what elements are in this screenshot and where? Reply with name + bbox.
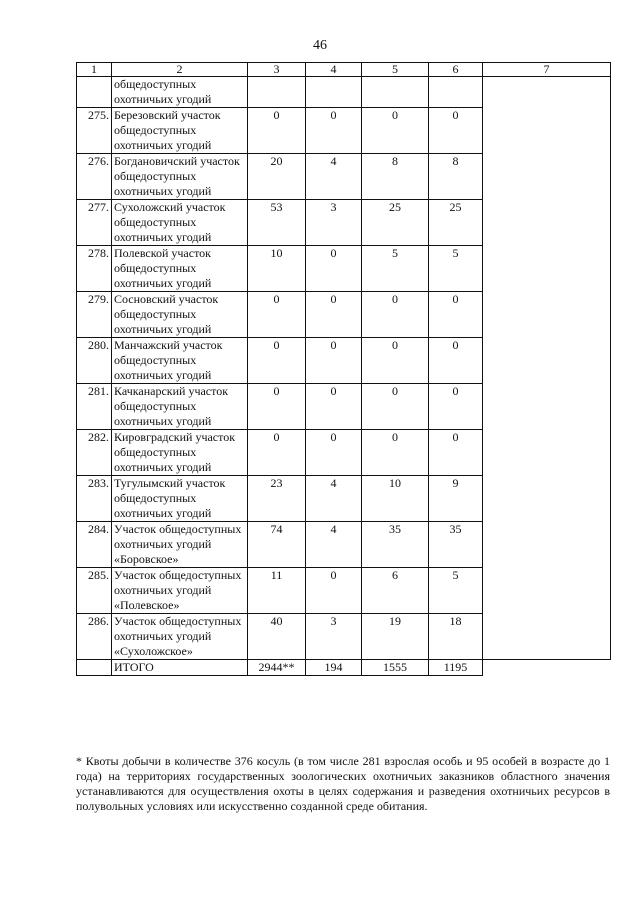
- hunting-area-name: Манчажский участок общедоступных охотничьих угодий: [112, 338, 248, 384]
- cell-col5: 10: [362, 476, 429, 522]
- cell-col3: 10: [248, 246, 306, 292]
- quota-table: [76, 62, 611, 676]
- row-number: 279.: [77, 292, 112, 338]
- cell-col3: 53: [248, 200, 306, 246]
- hunting-area-name: Полевской участок общедоступных охотничьих угодий: [112, 246, 248, 292]
- hunting-area-name: Участок общедоступных охотничьих угодий «Полевское»: [112, 568, 248, 614]
- page-number: 46: [313, 38, 327, 53]
- cell-col6: 0: [429, 292, 483, 338]
- row-number: 283.: [77, 476, 112, 522]
- hunting-area-name: Богдановичский участок общедоступных охотничьих угодий: [112, 154, 248, 200]
- cell-col3: 0: [248, 108, 306, 154]
- header-cell-1: 1: [77, 63, 112, 77]
- cell-col5: 0: [362, 108, 429, 154]
- cell-col3: 23: [248, 476, 306, 522]
- cell-col5: 0: [362, 338, 429, 384]
- cell-col3: 0: [248, 430, 306, 476]
- cell-col3: 20: [248, 154, 306, 200]
- row-number: [77, 77, 112, 108]
- header-cell-6: 6: [429, 63, 483, 77]
- cell-col4: 0: [306, 246, 362, 292]
- hunting-area-name: Участок общедоступных охотничьих угодий «Сухоложское»: [112, 614, 248, 660]
- cell-col6: [429, 77, 483, 108]
- row-number: 280.: [77, 338, 112, 384]
- cell-col6: 0: [429, 430, 483, 476]
- cell-col3: 11: [248, 568, 306, 614]
- cell-col5: 35: [362, 522, 429, 568]
- cell-col3: 74: [248, 522, 306, 568]
- cell-col5: 6: [362, 568, 429, 614]
- cell-col4: 0: [306, 338, 362, 384]
- cell-col4: 0: [306, 568, 362, 614]
- cell-col5: [362, 77, 429, 108]
- cell-col6: 25: [429, 200, 483, 246]
- hunting-area-name: Сухоложский участок общедоступных охотничьих угодий: [112, 200, 248, 246]
- cell-col5: 8: [362, 154, 429, 200]
- cell-col5: 0: [362, 292, 429, 338]
- column-7-cell: [483, 77, 611, 660]
- row-number: 277.: [77, 200, 112, 246]
- cell-col5: 25: [362, 200, 429, 246]
- cell-col5: 0: [362, 384, 429, 430]
- total-col5: 1555: [362, 660, 429, 676]
- cell-col6: 0: [429, 338, 483, 384]
- cell-col6: 8: [429, 154, 483, 200]
- cell-col6: 9: [429, 476, 483, 522]
- row-number: 285.: [77, 568, 112, 614]
- cell-col4: 0: [306, 108, 362, 154]
- cell-col3: 0: [248, 338, 306, 384]
- hunting-area-name: Березовский участок общедоступных охотничьих угодий: [112, 108, 248, 154]
- cell-col5: 0: [362, 430, 429, 476]
- cell-col6: 35: [429, 522, 483, 568]
- cell-col3: 0: [248, 384, 306, 430]
- row-number: 281.: [77, 384, 112, 430]
- hunting-area-name: Тугулымский участок общедоступных охотничьих угодий: [112, 476, 248, 522]
- total-col6: 1195: [429, 660, 483, 676]
- header-cell-5: 5: [362, 63, 429, 77]
- cell-col6: 5: [429, 246, 483, 292]
- cell-col4: [306, 77, 362, 108]
- cell-col4: 3: [306, 614, 362, 660]
- cell-col5: 19: [362, 614, 429, 660]
- hunting-area-name: Сосновский участок общедоступных охотничьих угодий: [112, 292, 248, 338]
- header-cell-7: 7: [483, 63, 611, 77]
- hunting-area-name: Кировградский участок общедоступных охотничьих угодий: [112, 430, 248, 476]
- cell-col4: 4: [306, 154, 362, 200]
- cell-col6: 0: [429, 384, 483, 430]
- cell-col4: 4: [306, 522, 362, 568]
- hunting-area-name: Участок общедоступных охотничьих угодий «Боровское»: [112, 522, 248, 568]
- row-number: 286.: [77, 614, 112, 660]
- quota-table-body: [77, 63, 611, 676]
- cell-col6: 18: [429, 614, 483, 660]
- footnote: * Квоты добычи в количестве 376 косуль (в том числе 281 взрослая особь и 95 особей в возрасте до 1 года) на территориях государственных зоологических охотничьих заказников областного значения устанавливаются для осуществления охоты в целях содержания и разведения охотничьих ресурсов в полувольных условиях или искусственно созданной среде обитания.: [76, 754, 610, 813]
- cell-col3: [248, 77, 306, 108]
- cell-col4: 0: [306, 430, 362, 476]
- cell-col4: 0: [306, 292, 362, 338]
- cell-col5: 5: [362, 246, 429, 292]
- cell-col4: 3: [306, 200, 362, 246]
- cell-col6: 5: [429, 568, 483, 614]
- row-number: 282.: [77, 430, 112, 476]
- row-number: 276.: [77, 154, 112, 200]
- header-cell-3: 3: [248, 63, 306, 77]
- total-label: ИТОГО: [112, 660, 248, 676]
- total-row: [77, 660, 611, 676]
- header-cell-4: 4: [306, 63, 362, 77]
- cell-col4: 4: [306, 476, 362, 522]
- hunting-area-name: общедоступных охотничьих угодий: [112, 77, 248, 108]
- table-row: [77, 77, 611, 108]
- cell-col4: 0: [306, 384, 362, 430]
- header-row: [77, 63, 611, 77]
- row-number: 275.: [77, 108, 112, 154]
- row-number: 284.: [77, 522, 112, 568]
- cell-col6: 0: [429, 108, 483, 154]
- total-col3: 2944**: [248, 660, 306, 676]
- header-cell-2: 2: [112, 63, 248, 77]
- total-col4: 194: [306, 660, 362, 676]
- total-spacer: [77, 660, 112, 676]
- cell-col3: 40: [248, 614, 306, 660]
- hunting-area-name: Качканарский участок общедоступных охотничьих угодий: [112, 384, 248, 430]
- cell-col3: 0: [248, 292, 306, 338]
- row-number: 278.: [77, 246, 112, 292]
